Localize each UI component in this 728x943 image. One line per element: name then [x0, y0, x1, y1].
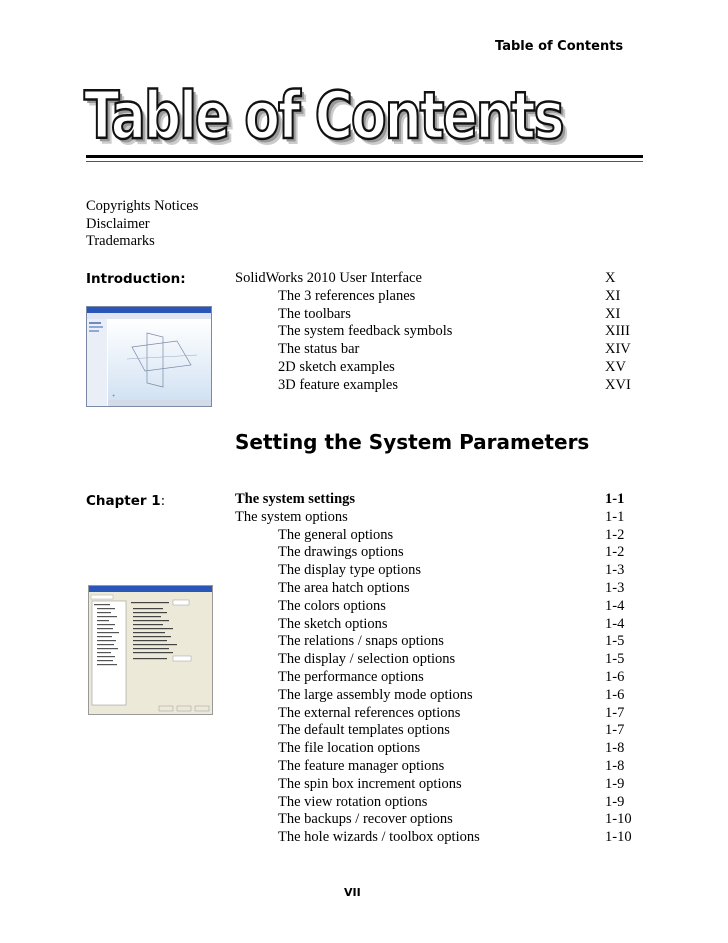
toc-entry-page: 1-5: [605, 651, 625, 668]
front-matter-list: [86, 198, 198, 251]
toc-entry-title: The area hatch options: [278, 579, 410, 596]
toc-entry-title: The external references options: [278, 704, 461, 721]
chapter1-entries: [235, 491, 645, 847]
toc-entry-title: The large assembly mode options: [278, 686, 473, 703]
svg-text:+: +: [112, 393, 116, 398]
toc-entry: [235, 616, 645, 634]
toc-entry: [235, 527, 645, 545]
toc-entry-page: XVI: [605, 376, 631, 393]
toc-entry: [235, 776, 645, 794]
toc-entry-title: The 3 references planes: [278, 287, 416, 304]
page-number: VII: [344, 886, 361, 899]
toc-entry-page: XV: [605, 358, 626, 375]
toc-entry-page: 1-2: [605, 526, 625, 543]
toc-entry-title: The file location options: [278, 740, 421, 757]
system-options-dialog-image: [89, 586, 212, 714]
toc-entry-page: 1-6: [605, 668, 625, 685]
toc-entry: [235, 491, 645, 509]
toc-entry-page: 1-9: [605, 793, 625, 810]
toc-entry: [235, 705, 645, 723]
running-header: Table of Contents: [495, 39, 624, 54]
toc-entry-page: 1-2: [605, 544, 625, 561]
toc-entry-title: The default templates options: [278, 722, 450, 739]
toc-entry: [235, 794, 645, 812]
toc-entry-page: 1-1: [605, 491, 625, 507]
toc-entry-page: XIII: [605, 323, 630, 340]
toc-entry-page: 1-3: [605, 562, 625, 579]
toc-entry-title: The feature manager options: [278, 757, 445, 774]
front-matter-item: Disclaimer: [86, 215, 150, 232]
toc-entry: [235, 270, 645, 288]
introduction-entries: [235, 270, 645, 395]
front-matter-item: Copyrights Notices: [86, 198, 199, 214]
section-title: Setting the System Parameters: [235, 430, 590, 454]
toc-entry-page: 1-3: [605, 579, 625, 596]
toc-entry: [235, 562, 645, 580]
toc-entry: [235, 633, 645, 651]
toc-entry-page: 1-8: [605, 757, 625, 774]
toc-entry: [235, 288, 645, 306]
toc-entry-page: 1-9: [605, 775, 625, 792]
toc-entry-title: 2D sketch examples: [278, 358, 395, 375]
toc-entry-title: The general options: [278, 526, 394, 543]
title-rule-thick: [86, 155, 643, 158]
toc-entry-title: The toolbars: [278, 305, 351, 322]
toc-entry-page: XI: [605, 287, 621, 304]
toc-entry-title: SolidWorks 2010 User Interface: [235, 270, 422, 286]
toc-entry-title: The relations / snaps options: [278, 633, 444, 650]
toc-entry: [235, 651, 645, 669]
toc-entry-page: 1-6: [605, 686, 625, 703]
toc-entry: [235, 687, 645, 705]
toc-entry: [235, 306, 645, 324]
chapter1-label: [86, 493, 165, 509]
toc-entry: [235, 722, 645, 740]
toc-entry: [235, 359, 645, 377]
toc-entry: [235, 758, 645, 776]
toc-entry: [235, 323, 645, 341]
toc-entry-page: 1-4: [605, 597, 625, 614]
toc-entry-title: The system feedback symbols: [278, 323, 453, 340]
toc-entry-page: 1-7: [605, 722, 625, 739]
toc-entry-page: 1-5: [605, 633, 625, 650]
toc-entry-title: The view rotation options: [278, 793, 428, 810]
toc-entry-title: The system options: [235, 508, 348, 525]
system-options-dialog-thumbnail: [88, 585, 213, 715]
toc-entry-page: 1-4: [605, 615, 625, 632]
toc-entry: [235, 544, 645, 562]
toc-entry-page: 1-10: [605, 829, 632, 846]
toc-entry-title: The colors options: [278, 597, 386, 614]
title-rule-thin: [86, 161, 643, 162]
toc-entry-page: 1-8: [605, 740, 625, 757]
toc-entry-title: The display type options: [278, 562, 421, 579]
front-matter-item: Trademarks: [86, 233, 155, 249]
toc-entry-page: XI: [605, 305, 621, 322]
page-title: Table of Contents: [84, 79, 563, 154]
toc-entry: [235, 669, 645, 687]
toc-entry-title: The status bar: [278, 341, 360, 358]
toc-entry: [235, 377, 645, 395]
toc-entry-title: The performance options: [278, 668, 424, 685]
toc-entry: [235, 811, 645, 829]
chapter1-label-text: Chapter 1: [86, 493, 161, 509]
toc-entry-title: The sketch options: [278, 615, 388, 632]
toc-entry-page: 1-10: [605, 811, 632, 828]
toc-entry-title: The display / selection options: [278, 651, 456, 668]
toc-entry-page: XIV: [605, 341, 631, 358]
toc-entry-page: 1-1: [605, 508, 625, 525]
solidworks-ui-thumbnail: [86, 306, 212, 407]
toc-entry-title: The system settings: [235, 491, 356, 507]
toc-entry-title: The drawings options: [278, 544, 404, 561]
toc-entry: [235, 580, 645, 598]
toc-entry: [235, 829, 645, 847]
toc-entry-title: The spin box increment options: [278, 775, 462, 792]
chapter1-label-colon: :: [160, 493, 166, 509]
toc-entry-title: The hole wizards / toolbox options: [278, 829, 480, 846]
toc-entry: [235, 598, 645, 616]
toc-entry-page: 1-7: [605, 704, 625, 721]
toc-entry: [235, 740, 645, 758]
solidworks-ui-image: [87, 307, 211, 406]
toc-entry-title: 3D feature examples: [278, 376, 398, 393]
toc-entry: [235, 341, 645, 359]
toc-entry-title: The backups / recover options: [278, 811, 453, 828]
toc-entry-page: X: [605, 270, 616, 286]
toc-entry: [235, 509, 645, 527]
introduction-label: Introduction:: [86, 271, 186, 287]
